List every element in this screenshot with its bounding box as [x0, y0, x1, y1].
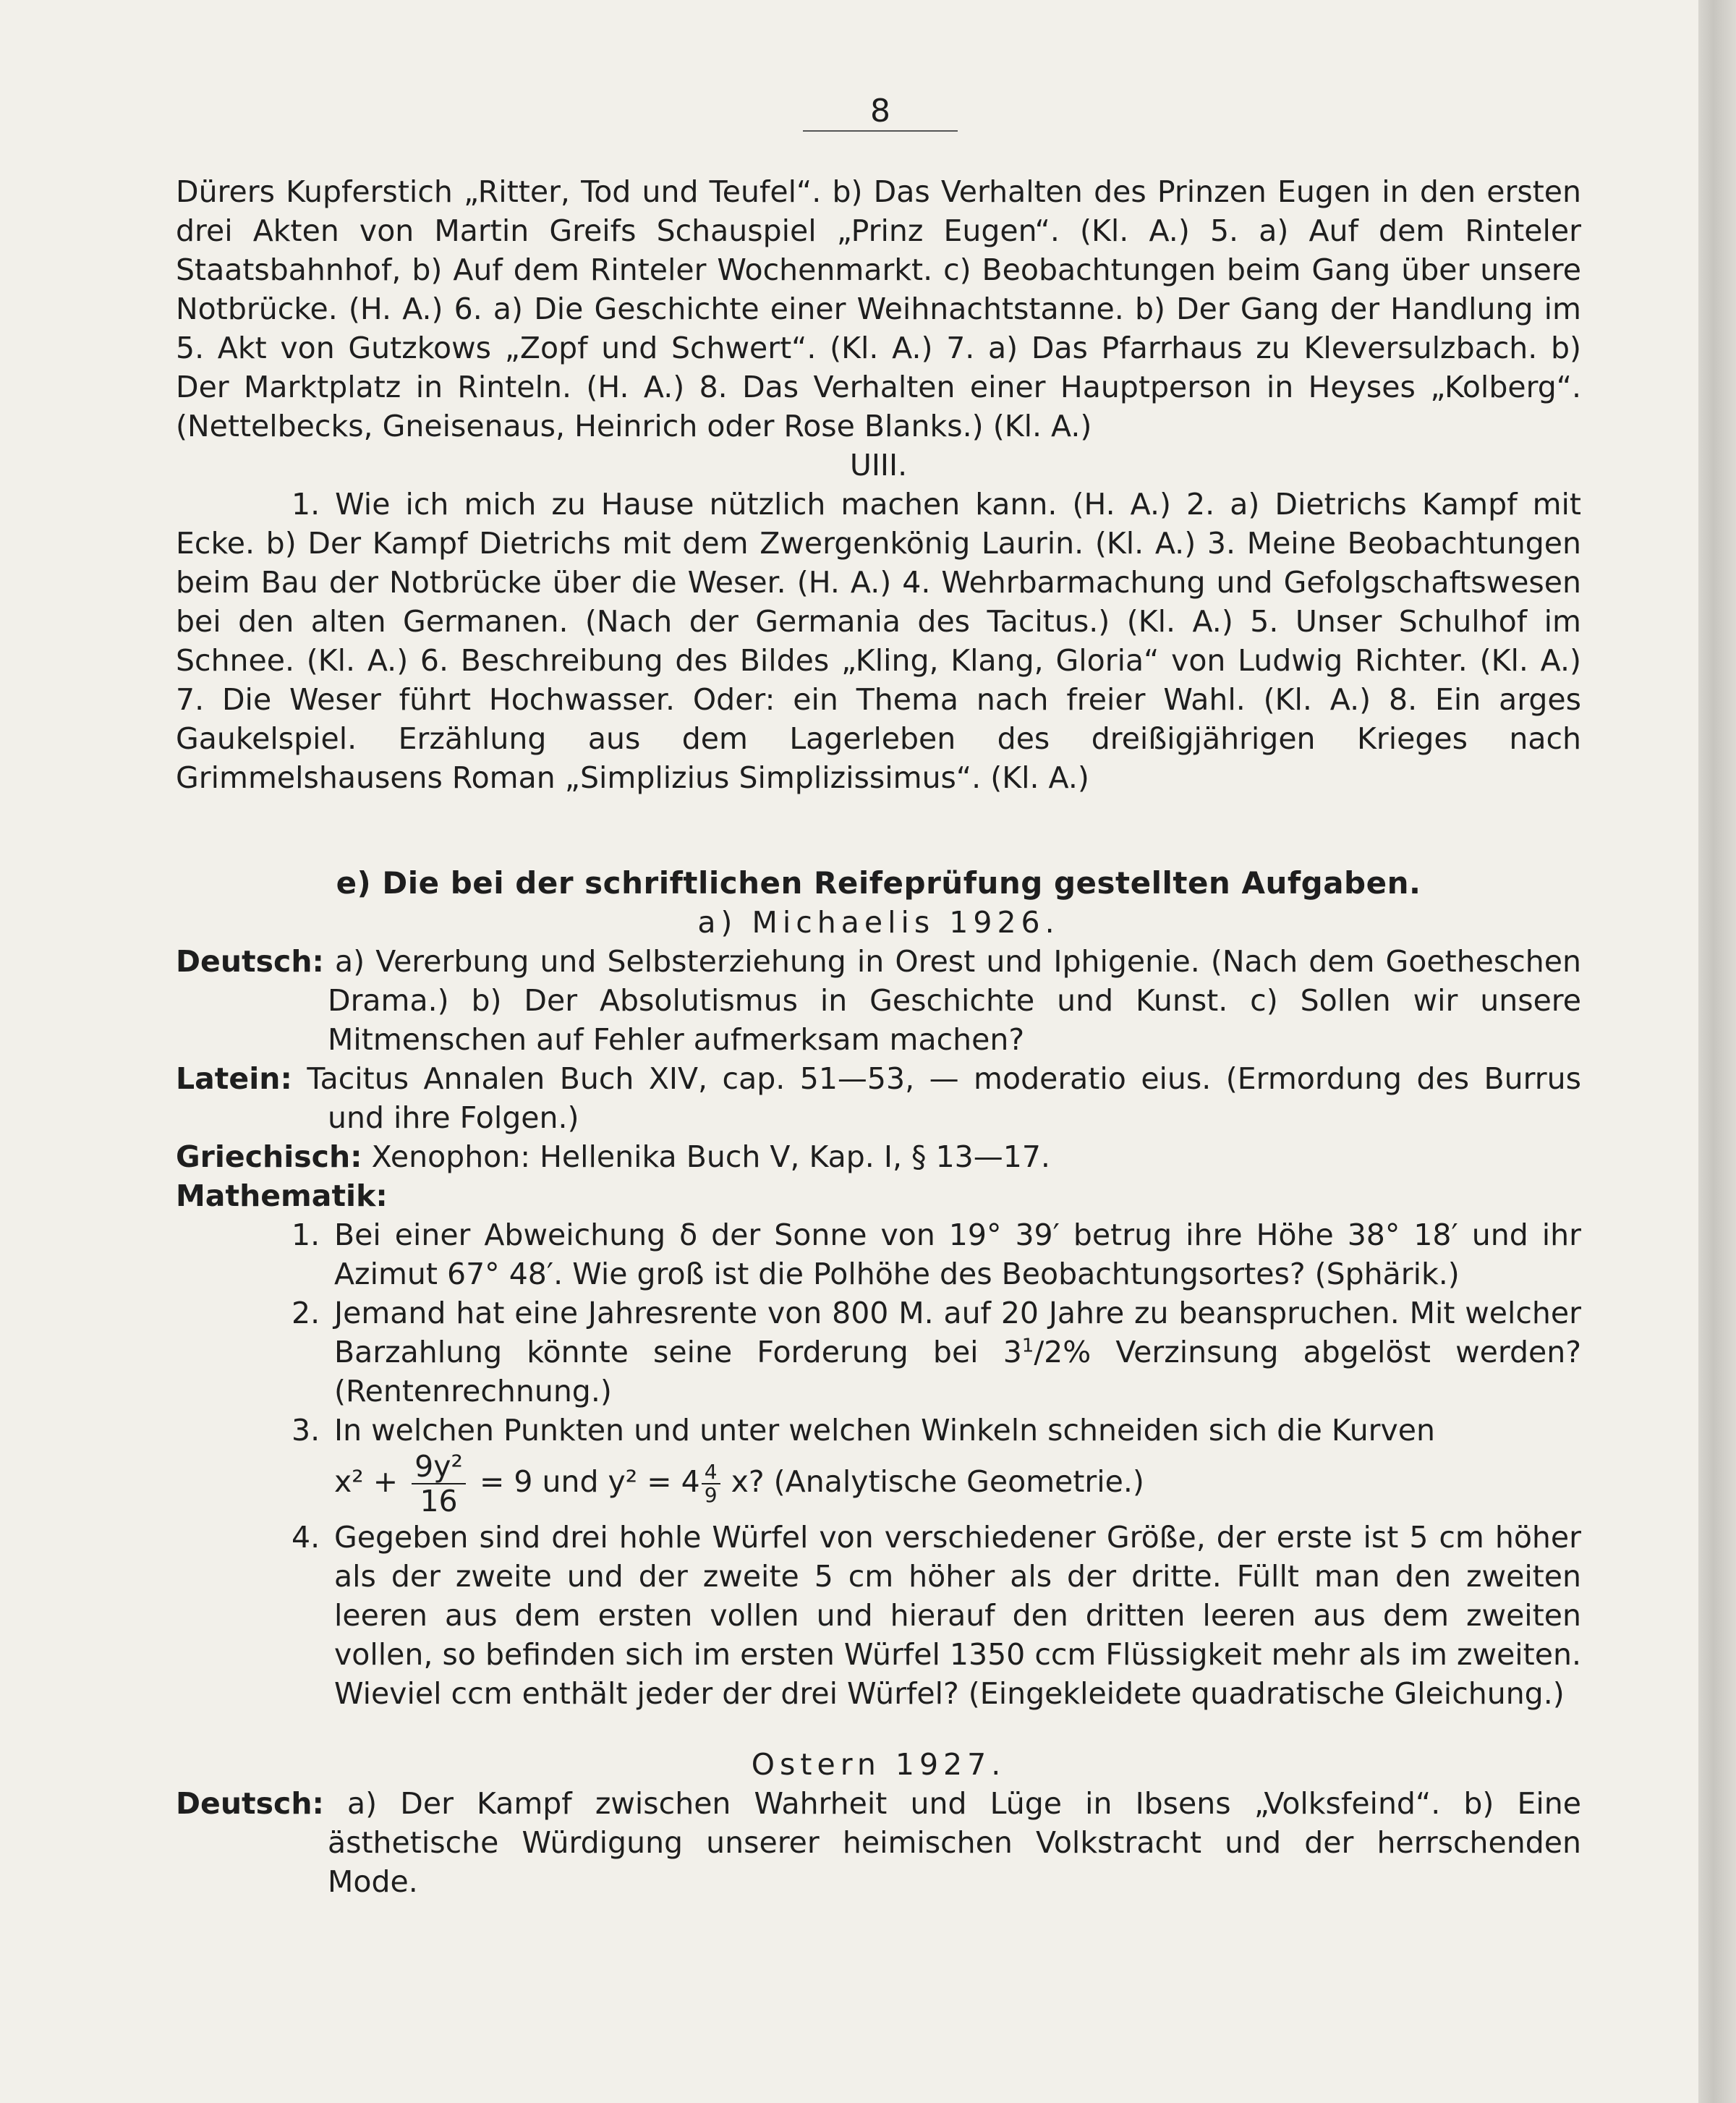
task-text: Bei einer Abweichung δ der Sonne von 19° 39′ betrug ihre Höhe 38° 18′ und ihr Azimut 67° 48′. Wie groß ist die Polhöhe des Beobachtungsortes? (Sphärik.): [334, 1218, 1581, 1291]
exam-text-deutsch: a) Vererbung und Selbsterziehung in Orest und Iphigenie. (Nach dem Goetheschen Drama.) b) Der Absolutismus in Geschichte und Kunst. c) Sollen wir unsere Mitmenschen auf Fehler aufmerksam machen?: [328, 944, 1581, 1057]
task-number: 1.: [292, 1218, 320, 1252]
fraction-superscript: 1: [1021, 1335, 1034, 1357]
paragraph-uiii-topics: 1. Wie ich mich zu Hause nützlich machen kann. (H. A.) 2. a) Dietrichs Kampf mit Ecke. b) Der Kampf Dietrichs mit dem Zwergenkönig Laurin. (Kl. A.) 3. Meine Beobachtungen beim Bau der Notbrücke über die Weser. (H. A.) 4. Wehrbarmachung und Gefolgschaftswesen bei den alten Germanen. (Nach der Germania des Tacitus.) (Kl. A.) 5. Unser Schulhof im Schnee. (Kl. A.) 6. Beschreibung des Bildes „Kling, Klang, Gloria“ von Ludwig Richter. (Kl. A.) 7. Die Weser führt Hochwasser. Oder: ein Thema nach freier Wahl. (Kl. A.) 8. Ein arges Gaukelspiel. Erzählung aus dem Lagerleben des dreißigjährigen Krieges nach Grimmelshausens Roman „Simplizius Simplizissimus“. (Kl. A.): [176, 487, 1581, 795]
fraction-denominator: 16: [420, 1484, 458, 1518]
exam-griechisch-1926: [176, 1137, 1581, 1176]
task-text-end: % Verzinsung abgelöst werden? (Rentenrechnung.): [334, 1335, 1581, 1409]
page-number: 8: [870, 93, 890, 129]
subject-label-deutsch: Deutsch:: [176, 1786, 324, 1821]
math-task-4: [176, 1518, 1581, 1713]
task-text: Jemand hat eine Jahresrente von 800 M. auf 20 Jahre zu beanspruchen. Mit welcher Barzahlung könnte seine Forderung bei 3: [334, 1296, 1581, 1369]
exam-text-griechisch: Xenophon: Hellenika Buch V, Kap. I, § 13—17.: [371, 1139, 1050, 1174]
exam-deutsch-1926: [176, 942, 1581, 1059]
task-text-end: x? (Analytische Geometrie.): [731, 1464, 1144, 1499]
paragraph-topics-continued: Dürers Kupferstich „Ritter, Tod und Teufel“. b) Das Verhalten des Prinzen Eugen in den ersten drei Akten von Martin Greifs Schauspiel „Prinz Eugen“. (Kl. A.) 5. a) Auf dem Rinteler Staatsbahnhof, b) Auf dem Rinteler Wochenmarkt. c) Beobachtungen beim Gang über unsere Notbrücke. (H. A.) 6. a) Die Geschichte einer Weihnachtstanne. b) Der Gang der Handlung im 5. Akt von Gutzkows „Zopf und Schwert“. (Kl. A.) 7. a) Das Pfarrhaus zu Kleversulzbach. b) Der Marktplatz in Rinteln. (H. A.) 8. Das Verhalten einer Hauptperson in Heyses „Kolberg“. (Nettelbecks, Gneisenaus, Heinrich oder Rose Blanks.) (Kl. A.): [176, 174, 1581, 443]
page-content: [176, 172, 1581, 1901]
subject-label-mathematik: Mathematik:: [176, 1178, 388, 1213]
equation-part: x² +: [334, 1464, 399, 1499]
task-text: In welchen Punkten und unter welchen Winkeln schneiden sich die Kurven: [334, 1413, 1436, 1448]
fraction-numerator: 9y²: [412, 1450, 466, 1484]
math-task-3: [176, 1411, 1581, 1518]
task-number: 3.: [292, 1413, 320, 1448]
fraction-numerator: 4: [702, 1461, 720, 1484]
fraction-denominator: 9: [704, 1483, 718, 1507]
task-number: 4.: [292, 1520, 320, 1555]
subject-label-griechisch: Griechisch:: [176, 1139, 362, 1174]
mixed-fraction: [702, 1461, 720, 1506]
spacer: [176, 1713, 1581, 1745]
fraction-9y2-over-16: [412, 1450, 466, 1518]
subject-label-deutsch: Deutsch:: [176, 944, 324, 979]
exam-latein-1926: [176, 1059, 1581, 1137]
math-task-1: [176, 1215, 1581, 1293]
math-task-list: [176, 1215, 1581, 1713]
spacer: [176, 797, 1581, 864]
equation-part: = 9 und y² = 4: [479, 1464, 700, 1499]
exam-text-deutsch: a) Der Kampf zwischen Wahrheit und Lüge in Ibsens „Volksfeind“. b) Eine ästhetische Würdigung unserer heimischen Volkstracht und der herrschenden Mode.: [328, 1786, 1581, 1899]
fraction-denominator: /2: [1034, 1335, 1063, 1369]
page-edge-shadow: [1698, 0, 1736, 2103]
section-heading-uiii: UIII.: [849, 448, 908, 483]
exam-text-latein: Tacitus Annalen Buch XIV, cap. 51—53, — moderatio eius. (Ermordung des Burrus und ihre Folgen.): [307, 1061, 1581, 1135]
term-heading-ostern: Ostern 1927.: [751, 1747, 1006, 1782]
page-number-rule: [803, 130, 958, 132]
exam-deutsch-1927: [176, 1784, 1581, 1901]
section-heading-reifepruefung: e) Die bei der schriftlichen Reifeprüfung gestellten Aufgaben.: [336, 865, 1421, 901]
task-number: 2.: [292, 1296, 320, 1330]
math-task-2: [176, 1293, 1581, 1411]
exam-mathematik-1926: [176, 1176, 1581, 1215]
task-text: Gegeben sind drei hohle Würfel von verschiedener Größe, der erste ist 5 cm höher als der zweite und der zweite 5 cm höher als der dritte. Füllt man den zweiten leeren aus dem ersten vollen und hierauf den dritten leeren aus dem zweiten vollen, so befinden sich im ersten Würfel 1350 ccm Flüssigkeit mehr als im zweiten. Wieviel ccm enthält jeder der drei Würfel? (Eingekleidete quadratische Gleichung.): [334, 1520, 1581, 1711]
term-heading-michaelis: a) Michaelis 1926.: [697, 905, 1060, 940]
subject-label-latein: Latein:: [176, 1061, 292, 1096]
